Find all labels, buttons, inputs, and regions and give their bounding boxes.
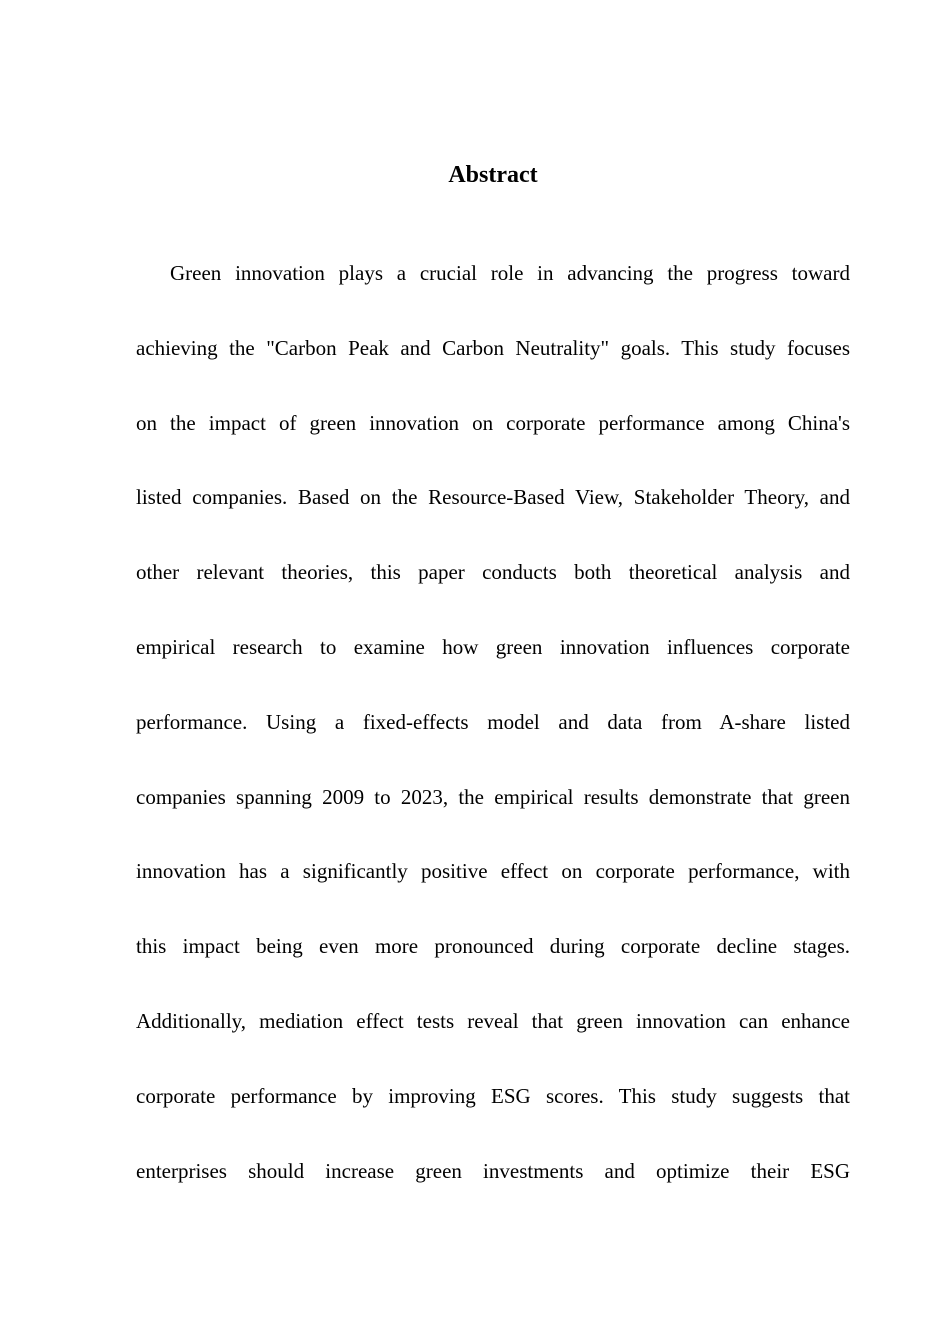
abstract-heading: Abstract <box>448 162 538 188</box>
paragraph-line: other relevant theories, this paper conducts both theoretical analysis and <box>136 560 850 585</box>
paragraph-line: innovation has a significantly positive effect on corporate performance, with <box>136 859 850 884</box>
paragraph-line: achieving the "Carbon Peak and Carbon Neutrality" goals. This study focuses <box>136 335 850 360</box>
paragraph-line: empirical research to examine how green innovation influences corporate <box>136 634 850 659</box>
abstract-paragraph <box>136 236 850 1208</box>
paragraph-line: companies spanning 2009 to 2023, the empirical results demonstrate that green <box>136 784 850 809</box>
paragraph-line: corporate performance by improving ESG scores. This study suggests that <box>136 1083 850 1108</box>
paragraph-line: this impact being even more pronounced during corporate decline stages. <box>136 934 850 959</box>
paragraph-line: enterprises should increase green investments and optimize their ESG <box>136 1158 850 1183</box>
paragraph-line: performance. Using a fixed-effects model and data from A-share listed <box>136 709 850 734</box>
paragraph-line: listed companies. Based on the Resource-Based View, Stakeholder Theory, and <box>136 485 850 510</box>
paragraph-line: Additionally, mediation effect tests reveal that green innovation can enhance <box>136 1008 850 1033</box>
paragraph-line: on the impact of green innovation on corporate performance among China's <box>136 410 850 435</box>
paragraph-line: Green innovation plays a crucial role in advancing the progress toward <box>170 261 850 285</box>
